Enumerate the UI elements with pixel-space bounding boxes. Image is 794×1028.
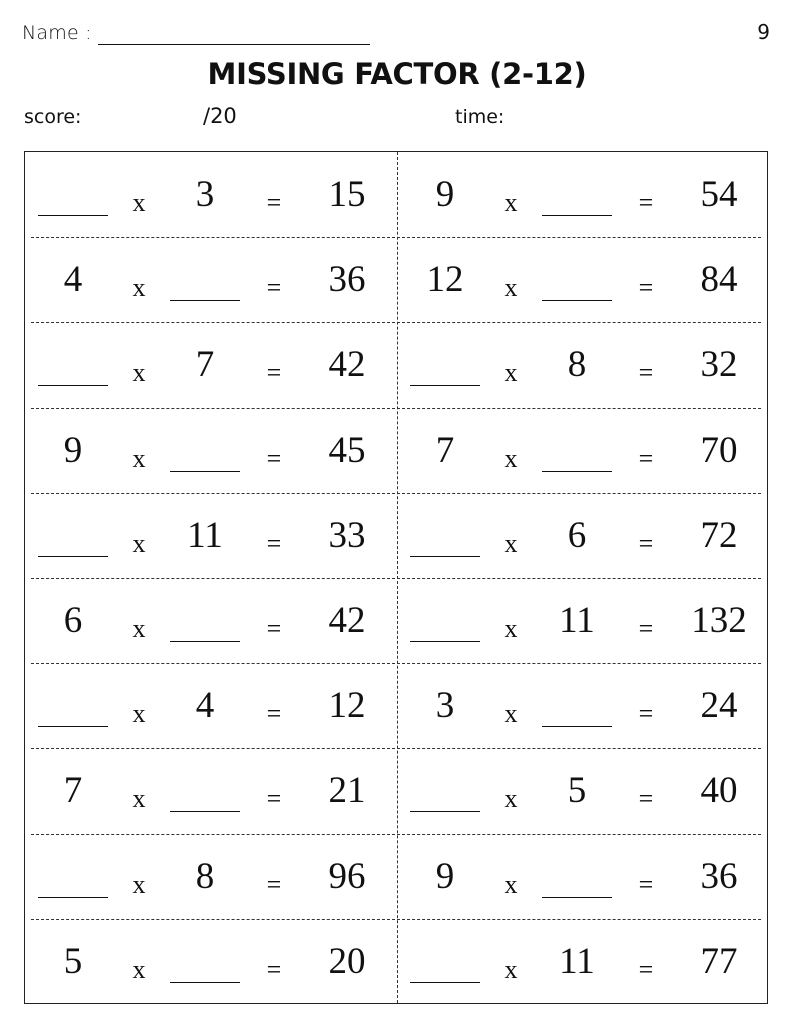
answer-blank[interactable] xyxy=(410,556,480,557)
equals-sign: = xyxy=(638,358,654,388)
product: 70 xyxy=(700,429,738,471)
times-sign: x xyxy=(504,443,518,473)
times-sign: x xyxy=(504,954,518,984)
times-sign: x xyxy=(132,869,146,899)
problem-item xyxy=(25,663,397,748)
factor-b: 6 xyxy=(567,514,587,556)
times-sign: x xyxy=(504,358,518,388)
factor-a: 6 xyxy=(63,600,83,641)
answer-blank[interactable] xyxy=(38,897,108,898)
product: 96 xyxy=(328,855,366,897)
time-label: time: xyxy=(455,106,505,128)
product: 36 xyxy=(328,259,366,301)
page-number: 9 xyxy=(757,20,770,44)
answer-blank[interactable] xyxy=(410,982,480,983)
times-sign: x xyxy=(132,784,146,814)
problem-item xyxy=(397,834,769,919)
problem-item xyxy=(25,408,397,493)
answer-blank[interactable] xyxy=(170,300,240,301)
factor-a: 5 xyxy=(63,940,83,982)
problem-item xyxy=(397,748,769,833)
factor-b: 11 xyxy=(559,940,595,982)
factor-b: 8 xyxy=(567,344,587,386)
score-label: score: xyxy=(24,106,82,128)
times-sign: x xyxy=(132,358,146,388)
problem-item xyxy=(25,578,397,663)
equals-sign: = xyxy=(266,273,282,303)
product: 45 xyxy=(328,429,366,471)
equals-sign: = xyxy=(638,188,654,217)
product: 36 xyxy=(700,855,738,897)
answer-blank[interactable] xyxy=(542,726,612,727)
product: 15 xyxy=(328,174,366,215)
times-sign: x xyxy=(504,784,518,814)
factor-b: 11 xyxy=(559,600,595,641)
times-sign: x xyxy=(504,188,518,217)
equals-sign: = xyxy=(266,954,282,984)
answer-blank[interactable] xyxy=(542,215,612,216)
factor-b: 7 xyxy=(195,344,215,386)
factor-a: 7 xyxy=(435,429,455,471)
factor-a: 9 xyxy=(435,174,455,215)
name-label: Name : xyxy=(22,22,92,44)
equals-sign: = xyxy=(638,699,654,729)
answer-blank[interactable] xyxy=(542,471,612,472)
product: 84 xyxy=(700,259,738,301)
product: 42 xyxy=(328,344,366,386)
answer-blank[interactable] xyxy=(410,811,480,812)
times-sign: x xyxy=(504,869,518,899)
equals-sign: = xyxy=(266,358,282,388)
answer-blank[interactable] xyxy=(542,300,612,301)
answer-blank[interactable] xyxy=(410,385,480,386)
times-sign: x xyxy=(132,614,146,643)
problem-item xyxy=(25,919,397,1004)
product: 77 xyxy=(700,940,738,982)
answer-blank[interactable] xyxy=(170,982,240,983)
product: 33 xyxy=(328,514,366,556)
equals-sign: = xyxy=(266,699,282,729)
problem-item xyxy=(397,322,769,407)
factor-a: 4 xyxy=(63,259,83,301)
problem-item xyxy=(25,152,397,237)
factor-b: 5 xyxy=(567,770,587,812)
times-sign: x xyxy=(132,273,146,303)
times-sign: x xyxy=(504,528,518,558)
equals-sign: = xyxy=(266,443,282,473)
problem-item xyxy=(25,322,397,407)
times-sign: x xyxy=(504,699,518,729)
times-sign: x xyxy=(504,614,518,643)
times-sign: x xyxy=(504,273,518,303)
product: 32 xyxy=(700,344,738,386)
equals-sign: = xyxy=(266,188,282,217)
problem-item xyxy=(397,408,769,493)
answer-blank[interactable] xyxy=(170,471,240,472)
problem-item xyxy=(397,493,769,578)
product: 132 xyxy=(691,600,747,641)
answer-blank[interactable] xyxy=(170,811,240,812)
answer-blank[interactable] xyxy=(38,726,108,727)
equals-sign: = xyxy=(638,784,654,814)
worksheet-title: MISSING FACTOR (2-12) xyxy=(207,57,587,91)
answer-blank[interactable] xyxy=(38,385,108,386)
equals-sign: = xyxy=(638,443,654,473)
problem-item xyxy=(397,919,769,1004)
product: 21 xyxy=(328,770,366,812)
problem-grid xyxy=(24,151,768,1004)
equals-sign: = xyxy=(638,614,654,643)
equals-sign: = xyxy=(638,954,654,984)
times-sign: x xyxy=(132,699,146,729)
problem-item xyxy=(25,493,397,578)
factor-b: 11 xyxy=(187,514,223,556)
product: 40 xyxy=(700,770,738,812)
times-sign: x xyxy=(132,443,146,473)
problem-item xyxy=(25,834,397,919)
answer-blank[interactable] xyxy=(170,641,240,642)
answer-blank[interactable] xyxy=(542,897,612,898)
factor-a: 9 xyxy=(63,429,83,471)
factor-b: 3 xyxy=(195,174,215,215)
problem-item xyxy=(397,578,769,663)
product: 20 xyxy=(328,940,366,982)
equals-sign: = xyxy=(638,528,654,558)
name-field[interactable] xyxy=(98,44,370,45)
times-sign: x xyxy=(132,188,146,217)
product: 12 xyxy=(328,685,366,727)
equals-sign: = xyxy=(638,869,654,899)
times-sign: x xyxy=(132,954,146,984)
product: 24 xyxy=(700,685,738,727)
factor-a: 3 xyxy=(435,685,455,727)
product: 42 xyxy=(328,600,366,641)
problem-item xyxy=(25,237,397,322)
equals-sign: = xyxy=(266,869,282,899)
problem-item xyxy=(25,748,397,833)
equals-sign: = xyxy=(266,528,282,558)
factor-a: 12 xyxy=(426,259,464,301)
score-total: /20 xyxy=(203,104,237,128)
answer-blank[interactable] xyxy=(38,215,108,216)
equals-sign: = xyxy=(638,273,654,303)
factor-b: 8 xyxy=(195,855,215,897)
answer-blank[interactable] xyxy=(410,641,480,642)
answer-blank[interactable] xyxy=(38,556,108,557)
equals-sign: = xyxy=(266,784,282,814)
problem-item xyxy=(397,152,769,237)
problem-item xyxy=(397,663,769,748)
equals-sign: = xyxy=(266,614,282,643)
factor-b: 4 xyxy=(195,685,215,727)
product: 54 xyxy=(700,174,738,215)
factor-a: 7 xyxy=(63,770,83,812)
problem-item xyxy=(397,237,769,322)
factor-a: 9 xyxy=(435,855,455,897)
product: 72 xyxy=(700,514,738,556)
times-sign: x xyxy=(132,528,146,558)
